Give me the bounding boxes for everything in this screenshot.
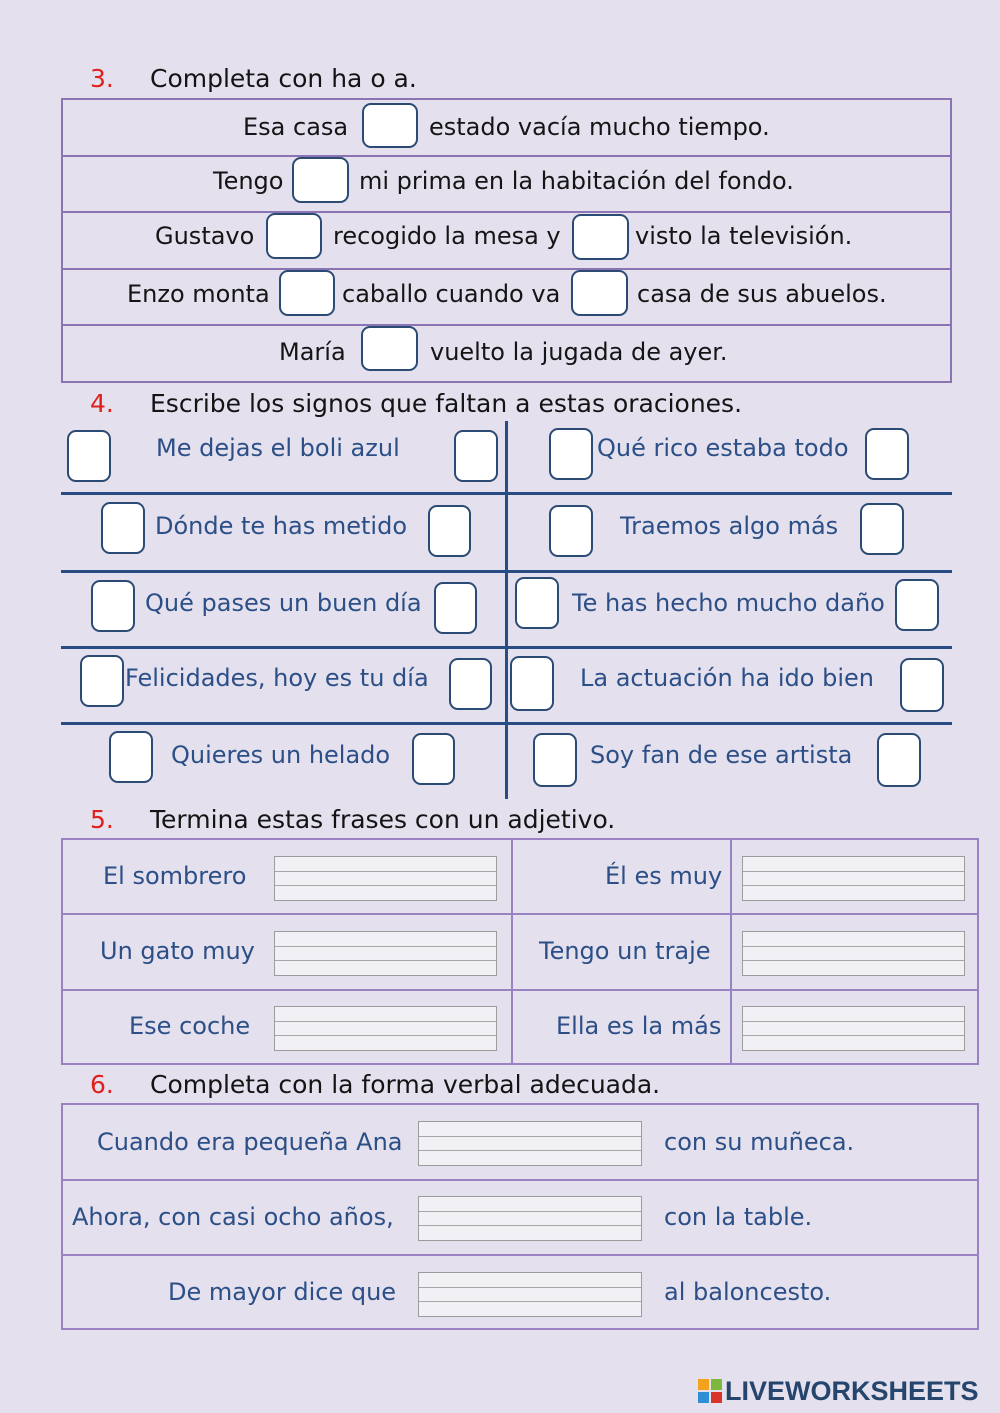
sentence-text: María <box>279 338 346 366</box>
row-divider <box>61 913 979 915</box>
answer-box[interactable] <box>109 731 153 783</box>
exercise-4-heading <box>90 389 742 418</box>
brand-text: LIVEWORKSHEETS <box>725 1376 979 1406</box>
answer-input[interactable] <box>418 1196 642 1241</box>
exercise-number: 6. <box>90 1070 114 1099</box>
answer-box[interactable] <box>67 430 111 482</box>
row-divider <box>61 324 952 326</box>
sentence-text: Tengo un traje <box>539 937 711 965</box>
sentence-text: Enzo monta <box>127 280 270 308</box>
column-divider <box>730 838 732 1065</box>
answer-box[interactable] <box>454 430 498 482</box>
answer-box[interactable] <box>549 428 593 480</box>
liveworksheets-logo[interactable] <box>697 1376 979 1407</box>
answer-input[interactable] <box>742 931 965 976</box>
exercise-title: Escribe los signos que faltan a estas oraciones. <box>150 389 743 418</box>
row-divider <box>61 492 952 495</box>
answer-box[interactable] <box>865 428 909 480</box>
answer-input[interactable] <box>274 1006 497 1051</box>
exercise-title: Termina estas frases con un adjetivo. <box>150 805 616 834</box>
column-divider <box>505 421 508 799</box>
row-divider <box>61 722 952 725</box>
sentence-text: caballo cuando va <box>342 280 561 308</box>
sentence-text: Qué pases un buen día <box>145 589 422 617</box>
answer-box[interactable] <box>895 579 939 631</box>
answer-box[interactable] <box>292 157 349 203</box>
sentence-text: con la table. <box>664 1203 813 1231</box>
sentence-text: Me dejas el boli azul <box>156 434 400 462</box>
answer-box[interactable] <box>533 733 577 787</box>
sentence-text: Gustavo <box>155 222 255 250</box>
row-divider <box>61 989 979 991</box>
sentence-text: mi prima en la habitación del fondo. <box>359 167 794 195</box>
row-divider <box>61 570 952 573</box>
answer-input[interactable] <box>418 1272 642 1317</box>
sentence-text: Felicidades, hoy es tu día <box>125 664 429 692</box>
sentence-text: Tengo <box>213 167 284 195</box>
sentence-text: La actuación ha ido bien <box>580 664 874 692</box>
row-divider <box>61 155 952 157</box>
sentence-text: Dónde te has metido <box>155 512 407 540</box>
sentence-text: Ese coche <box>129 1012 251 1040</box>
sentence-text: Ella es la más <box>556 1012 722 1040</box>
sentence-text: Quieres un helado <box>171 741 391 769</box>
answer-box[interactable] <box>510 656 554 711</box>
answer-box[interactable] <box>412 733 455 785</box>
exercise-number: 4. <box>90 389 114 418</box>
sentence-text: Qué rico estaba todo <box>597 434 849 462</box>
sentence-text: Soy fan de ese artista <box>590 741 853 769</box>
liveworksheets-logo-icon <box>697 1378 723 1404</box>
answer-input[interactable] <box>274 931 497 976</box>
answer-box[interactable] <box>428 505 471 557</box>
exercise-3-heading <box>90 64 417 93</box>
row-divider <box>61 646 952 649</box>
answer-box[interactable] <box>362 103 418 148</box>
sentence-text: Esa casa <box>243 113 349 141</box>
sentence-text: Él es muy <box>605 862 723 890</box>
answer-box[interactable] <box>361 326 418 371</box>
answer-box[interactable] <box>279 270 335 316</box>
answer-box[interactable] <box>860 503 904 555</box>
answer-box[interactable] <box>101 502 145 554</box>
answer-box[interactable] <box>571 270 628 316</box>
answer-input[interactable] <box>274 856 497 901</box>
answer-box[interactable] <box>877 733 921 787</box>
exercise-number: 3. <box>90 64 114 93</box>
exercise-5-heading <box>90 805 615 834</box>
answer-box[interactable] <box>91 580 135 632</box>
answer-box[interactable] <box>434 582 477 634</box>
sentence-text: al baloncesto. <box>664 1278 832 1306</box>
sentence-text: Ahora, con casi ocho años, <box>72 1203 394 1231</box>
sentence-text: vuelto la jugada de ayer. <box>430 338 728 366</box>
sentence-text: Cuando era pequeña Ana <box>97 1128 403 1156</box>
answer-box[interactable] <box>80 655 124 707</box>
row-divider <box>61 1179 979 1181</box>
answer-box[interactable] <box>449 658 492 710</box>
sentence-text: Te has hecho mucho daño <box>572 589 885 617</box>
sentence-text: De mayor dice que <box>168 1278 397 1306</box>
exercise-6-heading <box>90 1070 660 1099</box>
answer-input[interactable] <box>742 1006 965 1051</box>
answer-box[interactable] <box>549 505 593 557</box>
sentence-text: recogido la mesa y <box>333 222 561 250</box>
exercise-number: 5. <box>90 805 114 834</box>
answer-box[interactable] <box>900 658 944 712</box>
answer-input[interactable] <box>418 1121 642 1166</box>
sentence-text: estado vacía mucho tiempo. <box>429 113 770 141</box>
sentence-text: con su muñeca. <box>664 1128 855 1156</box>
row-divider <box>61 268 952 270</box>
exercise-title: Completa con la forma verbal adecuada. <box>150 1070 661 1099</box>
answer-box[interactable] <box>572 214 629 260</box>
answer-box[interactable] <box>266 213 322 259</box>
answer-box[interactable] <box>515 577 559 629</box>
row-divider <box>61 1254 979 1256</box>
sentence-text: Un gato muy <box>100 937 255 965</box>
row-divider <box>61 211 952 213</box>
sentence-text: casa de sus abuelos. <box>637 280 887 308</box>
sentence-text: El sombrero <box>103 862 247 890</box>
answer-input[interactable] <box>742 856 965 901</box>
exercise-title: Completa con ha o a. <box>150 64 417 93</box>
column-divider <box>511 838 513 1065</box>
sentence-text: visto la televisión. <box>635 222 853 250</box>
sentence-text: Traemos algo más <box>620 512 839 540</box>
